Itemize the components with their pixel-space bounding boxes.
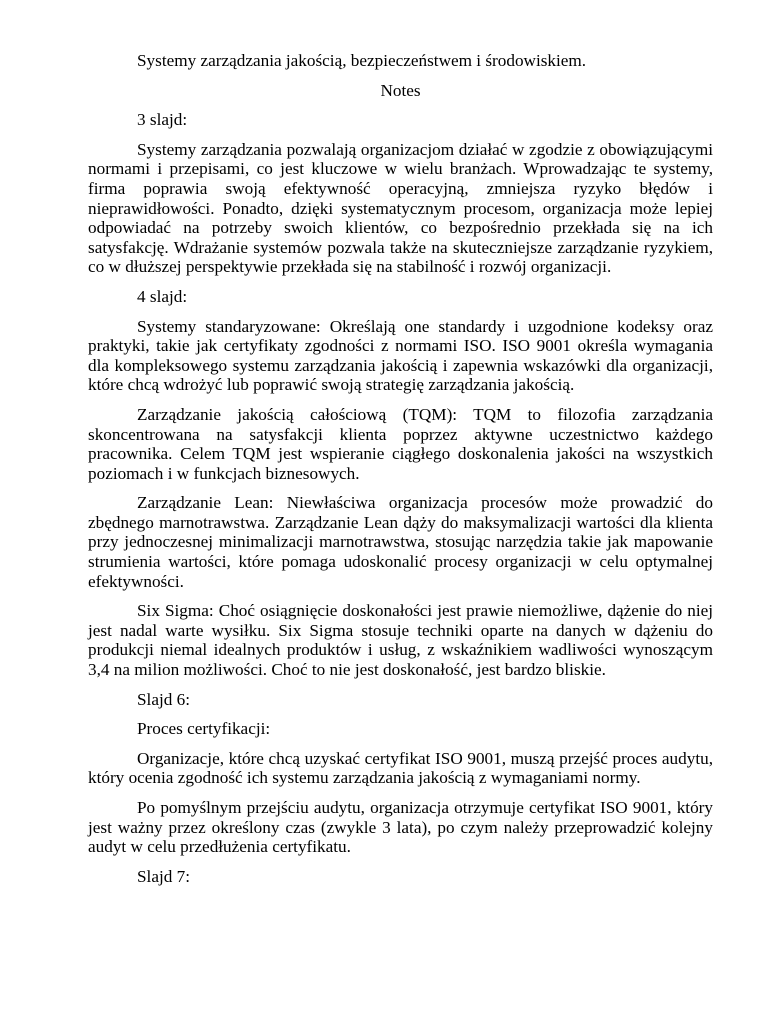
paragraph-standardized-systems: Systemy standaryzowane: Określają one standardy i uzgodnione kodeksy oraz praktyki, takie jak certyfikaty zgodności z normami ISO. ISO 9001 określa wymagania dla kompleksowego systemu zarządzania jakością i zapewnia wskazówki dla organizacji, które chcą wdrożyć lub poprawić swoją strategię zarządzania jakością. (88, 316, 713, 395)
slide-label-6: Slajd 6: (137, 689, 190, 709)
slide-label-7: Slajd 7: (137, 866, 190, 886)
notes-heading: Notes (380, 80, 421, 100)
paragraph-certificate-validity: Po pomyślnym przejściu audytu, organizacja otrzymuje certyfikat ISO 9001, który jest ważny przez określony czas (zwykle 3 lata), po czym należy przeprowadzić kolejny audyt w celu przedłużenia certyfikatu. (88, 798, 713, 857)
paragraph-six-sigma: Six Sigma: Choć osiągnięcie doskonałości jest prawie niemożliwe, dążenie do niej jest nadal warte wysiłku. Six Sigma stosuje techniki oparte na danych w dążeniu do produkcji niemal idealnych produktów i usług, z wskaźnikiem wadliwości wynoszącym 3,4 na milion możliwości. Choć to nie jest doskonałość, jest bardzo bliskie. (88, 601, 713, 680)
slide-label-4: 4 slajd: (137, 286, 188, 306)
paragraph-certification-audit: Organizacje, które chcą uzyskać certyfikat ISO 9001, muszą przejść proces audytu, który ocenia zgodność ich systemu zarządzania jakością z wymaganiami normy. (88, 748, 713, 788)
paragraph-tqm: Zarządzanie jakością całościową (TQM): TQM to filozofia zarządzania skoncentrowana na satysfakcji klienta poprzez aktywne uczestnictwo każdego pracownika. Celem TQM jest wspieranie ciągłego doskonalenia jakości na wszystkich poziomach i w funkcjach biznesowych. (88, 404, 713, 483)
slide-label-3: 3 slajd: (137, 110, 188, 130)
certification-process-heading: Proces certyfikacji: (137, 719, 271, 739)
paragraph-lean: Zarządzanie Lean: Niewłaściwa organizacja procesów może prowadzić do zbędnego marnotrawstwa. Zarządzanie Lean dąży do maksymalizacji wartości dla klienta przy jednoczesnej minimalizacji marnotrawstwa, stosując narzędzia takie jak mapowanie strumienia wartości, które pomaga udoskonalić procesy organizacji w celu optymalnej efektywności. (88, 493, 713, 591)
paragraph-management-systems: Systemy zarządzania pozwalają organizacjom działać w zgodzie z obowiązującymi normami i przepisami, co jest kluczowe w wielu branżach. Wprowadzając te systemy, firma poprawia swoją efektywność operacyjną, zmniejsza ryzyko błędów i nieprawidłowości. Ponadto, dzięki systematycznym procesom, organizacja może lepiej odpowiadać na potrzeby swoich klientów, co bezpośrednio przekłada się na ich satysfakcję. Wdrażanie systemów pozwala także na skuteczniejsze zarządzanie ryzykiem, co w dłuższej perspektywie przekłada się na stabilność i rozwój organizacji. (88, 139, 713, 277)
document-title: Systemy zarządzania jakością, bezpieczeństwem i środowiskiem. (137, 51, 587, 70)
